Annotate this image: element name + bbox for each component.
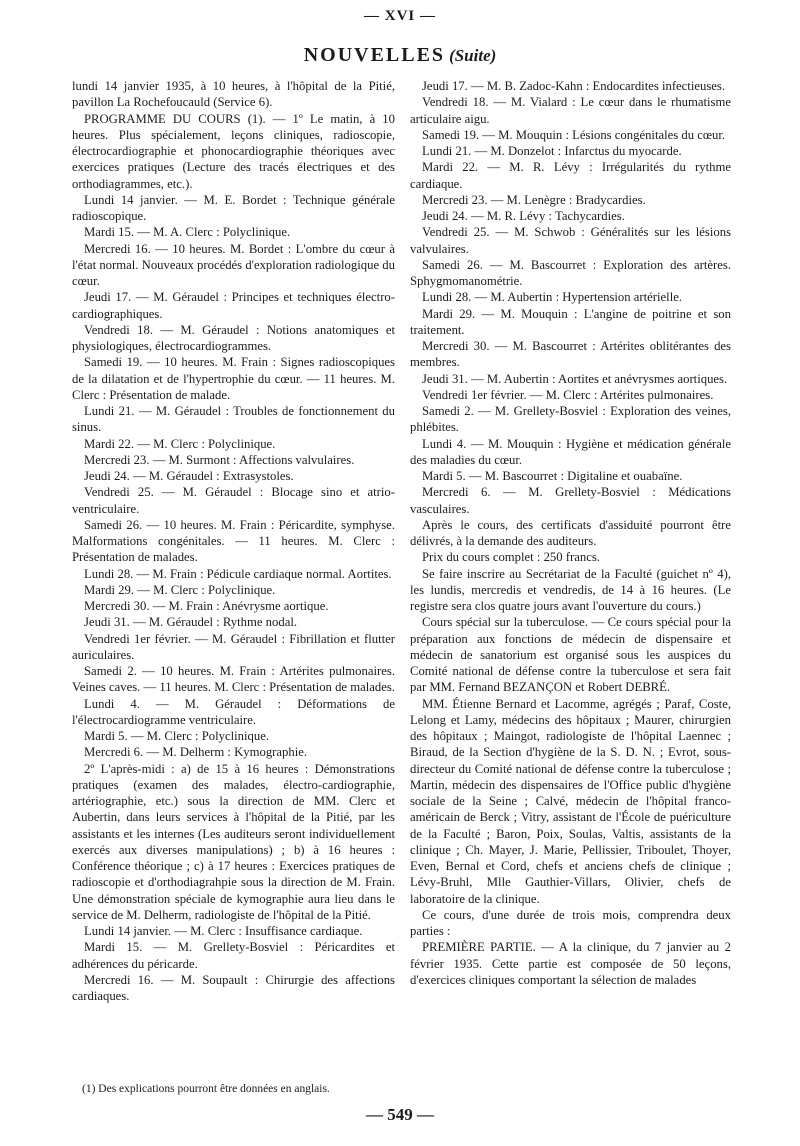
paragraph: Samedi 19. — 10 heures. M. Frain : Signes radioscopiques de la dilatation et de l'hypertrophie du cœur. — 11 heures. M. Clerc : Présentation de malade. (72, 355, 395, 402)
paragraph: Mercredi 16. — M. Soupault : Chirurgie des affections cardiaques. (72, 972, 395, 1003)
paragraph: Mercredi 6. — M. Grellety-Bosviel : Médications vasculaires. (410, 485, 731, 516)
paragraph: Jeudi 24. — M. R. Lévy : Tachycardies. (422, 209, 625, 223)
paragraph: Vendredi 1er février. — M. Clerc : Artérites pulmonaires. (422, 387, 714, 402)
paragraph: Jeudi 31. — M. Aubertin : Aortites et anévrysmes aortiques. (422, 371, 728, 386)
paragraph: Mardi 29. — M. Clerc : Polyclinique. (84, 582, 276, 597)
paragraph: Cours spécial sur la tuberculose. — Ce cours spécial pour la préparation aux fonctions de médecin de dispensaire et médecin de sanatorium est organisé sous les auspices du Comité national de défense contre la tuberculose et sera fait par MM. Fernand BEZANÇON et Robert DEBRÉ. (410, 615, 731, 695)
left-column (72, 78, 395, 1078)
paragraph: Samedi 2. — 10 heures. M. Frain : Artérites pulmonaires. Veines caves. — 11 heures. M. Clerc : Présentation de malades. (72, 664, 395, 695)
paragraph: Mercredi 23. — M. Lenègre : Bradycardies. (422, 192, 646, 207)
paragraph: Mardi 15. — M. Grellety-Bosviel : Péricardites et adhérences du péricarde. (72, 940, 395, 971)
paragraph: Mardi 15. — M. A. Clerc : Polyclinique. (84, 225, 291, 240)
paragraph: Mardi 29. — M. Mouquin : L'angine de poitrine et son traitement. (410, 306, 731, 337)
paragraph: PROGRAMME DU COURS (1). — 1º Le matin, à 10 heures. Plus spécialement, leçons cliniques, radioscopie, électrocardiographie et phonocardiographie théoriques avec exercices pratiques (Lecture des tracés électriques et des orthodiagrammes, etc.). (72, 111, 395, 191)
paragraph: Mercredi 6. — M. Delherm : Kymographie. (84, 745, 308, 760)
paragraph: Jeudi 31. — M. Géraudel : Rythme nodal. (84, 615, 298, 630)
page-number: — 549 — (366, 1105, 434, 1124)
paragraph: Lundi 21. — M. Géraudel : Troubles de fonctionnement du sinus. (72, 404, 395, 435)
paragraph: Vendredi 25. — M. Géraudel : Blocage sino et atrio-ventriculaire. (72, 485, 395, 516)
paragraph: Mercredi 30. — M. Frain : Anévrysme aortique. (84, 599, 329, 613)
paragraph: Jeudi 24. — M. Géraudel : Extrasystoles. (84, 469, 294, 483)
paragraph: Samedi 19. — M. Mouquin : Lésions congénitales du cœur. (422, 127, 726, 142)
paragraph: Lundi 28. — M. Frain : Pédicule cardiaque normal. Aortites. (84, 566, 392, 581)
paragraph: Mardi 22. — M. R. Lévy : Irrégularités du rythme cardiaque. (410, 160, 731, 191)
running-title (0, 44, 800, 67)
paragraph: Après le cours, des certificats d'assiduité pourront être délivrés, à la demande des auditeurs. (410, 517, 731, 548)
paragraph: Samedi 26. — 10 heures. M. Frain : Péricardite, symphyse. Malformations congénitales. — 11 heures. M. Clerc : Présentation de malades. (72, 517, 395, 565)
paragraph: Lundi 28. — M. Aubertin : Hypertension artérielle. (422, 290, 683, 305)
paragraph: Mardi 22. — M. Clerc : Polyclinique. (84, 436, 276, 451)
paragraph: MM. Étienne Bernard et Lacomme, agrégés ; Paraf, Coste, Lelong et Lamy, médecins des hôpitaux ; Maurer, chirurgien des hôpitaux ; Maingot, radiologiste de l'hôpital Laennec ; Biraud, de la Section d'hygiène de la S. D. N. ; Evrot, sous-directeur du Comité national de défense contre la tuberculose ; Martin, médecin des dispensaires de l'Office public d'hygiène sociale de la Seine ; Calvé, médecin de l'hôpital franco-américain de Berck ; Vitry, assistant de l'École de puériculture de la Faculté ; Baron, Poix, Soulas, Valtis, assistants de la clinique ; Ch. Mayer, J. Marie, Pellissier, Triboulet, Thoyer, Even, Bernal et Cord, chefs et anciens chefs de clinique ; Lévy-Bruhl, Mlle Gauthier-Villars, Olivier, chefs de laboratoire de la clinique. (410, 696, 731, 906)
paragraph: Lundi 14 janvier. — M. Clerc : Insuffisance cardiaque. (84, 924, 363, 938)
paragraph: Mardi 5. — M. Bascourret : Digitaline et ouabaïne. (422, 469, 683, 483)
paragraph: Samedi 26. — M. Bascourret : Exploration des artères. Sphygmomanométrie. (410, 257, 731, 288)
footnote: (1) Des explications pourront être données en anglais. (82, 1083, 330, 1095)
paragraph: Mercredi 23. — M. Surmont : Affections valvulaires. (84, 452, 355, 467)
paragraph: Se faire inscrire au Secrétariat de la Faculté (guichet nº 4), les lundis, mercredis et vendredis, de 14 à 16 heures. (Le registre sera clos quatre jours avant l'ouverture du cours.) (410, 566, 731, 613)
paragraph: Mercredi 16. — 10 heures. M. Bordet : L'ombre du cœur à l'état normal. Nouveaux procédés d'exploration radiologique du cœur. (72, 241, 395, 288)
paragraph: Jeudi 17. — M. Géraudel : Principes et techniques électro-cardiographiques. (72, 290, 395, 321)
paragraph: PREMIÈRE PARTIE. — A la clinique, du 7 janvier au 2 février 1935. Cette partie est composée de 50 leçons, d'exercices cliniques comportant la sélection de malades (410, 940, 731, 987)
section-title: NOUVELLES (303, 44, 446, 66)
right-column (410, 78, 731, 1078)
section-title-suffix: (Suite) (449, 46, 497, 65)
paragraph: Vendredi 18. — M. Vialard : Le cœur dans le rhumatisme articulaire aigu. (410, 95, 731, 126)
paragraph: Lundi 4. — M. Géraudel : Déformations de l'électrocardiogramme ventriculaire. (72, 696, 395, 727)
paragraph: Samedi 2. — M. Grellety-Bosviel : Exploration des veines, phlébites. (410, 404, 731, 435)
paragraph: Ce cours, d'une durée de trois mois, comprendra deux parties : (410, 907, 731, 938)
paragraph: Vendredi 1er février. — M. Géraudel : Fibrillation et flutter auriculaires. (72, 631, 395, 662)
paragraph: Jeudi 17. — M. B. Zadoc-Kahn : Endocardites infectieuses. (422, 79, 726, 93)
paragraph: Lundi 4. — M. Mouquin : Hygiène et médication générale des maladies du cœur. (410, 436, 731, 467)
paragraph: Vendredi 18. — M. Géraudel : Notions anatomiques et physiologiques, électrocardiogrammes. (72, 322, 395, 353)
paragraph: Vendredi 25. — M. Schwob : Généralités sur les lésions valvulaires. (410, 225, 731, 256)
roman-folio: — XVI — (363, 8, 436, 24)
paragraph: lundi 14 janvier 1935, à 10 heures, à l'hôpital de la Pitié, pavillon La Rochefoucauld (Service 6). (72, 79, 395, 110)
paragraph: Lundi 21. — M. Donzelot : Infarctus du myocarde. (422, 144, 682, 158)
paragraph: Lundi 14 janvier. — M. E. Bordet : Technique générale radioscopique. (72, 192, 395, 223)
paragraph: Prix du cours complet : 250 francs. (422, 550, 600, 565)
paragraph: 2º L'après-midi : a) de 15 à 16 heures : Démonstrations pratiques (examen des malades, électro-cardiographie, artériographie, etc.) sous la direction de MM. Clerc et Aubertin, dans leurs services à l'hôpital de la Pitié, par les assistants et les internes (Les auditeurs seront individuellement exercés aux diverses manipulations) ; b) à 16 heures : Conférence théorique ; c) à 17 heures : Exercices pratiques de radioscopie et d'orthodiagrahpie sous la direction de M. Frain. Une démonstration spéciale de kymographie aura lieu dans le service de M. Delherm, radiologiste de l'hôpital de la Pitié. (72, 761, 395, 922)
paragraph: Mardi 5. — M. Clerc : Polyclinique. (84, 729, 270, 743)
paragraph: Mercredi 30. — M. Bascourret : Artérites oblitérantes des membres. (410, 339, 731, 370)
